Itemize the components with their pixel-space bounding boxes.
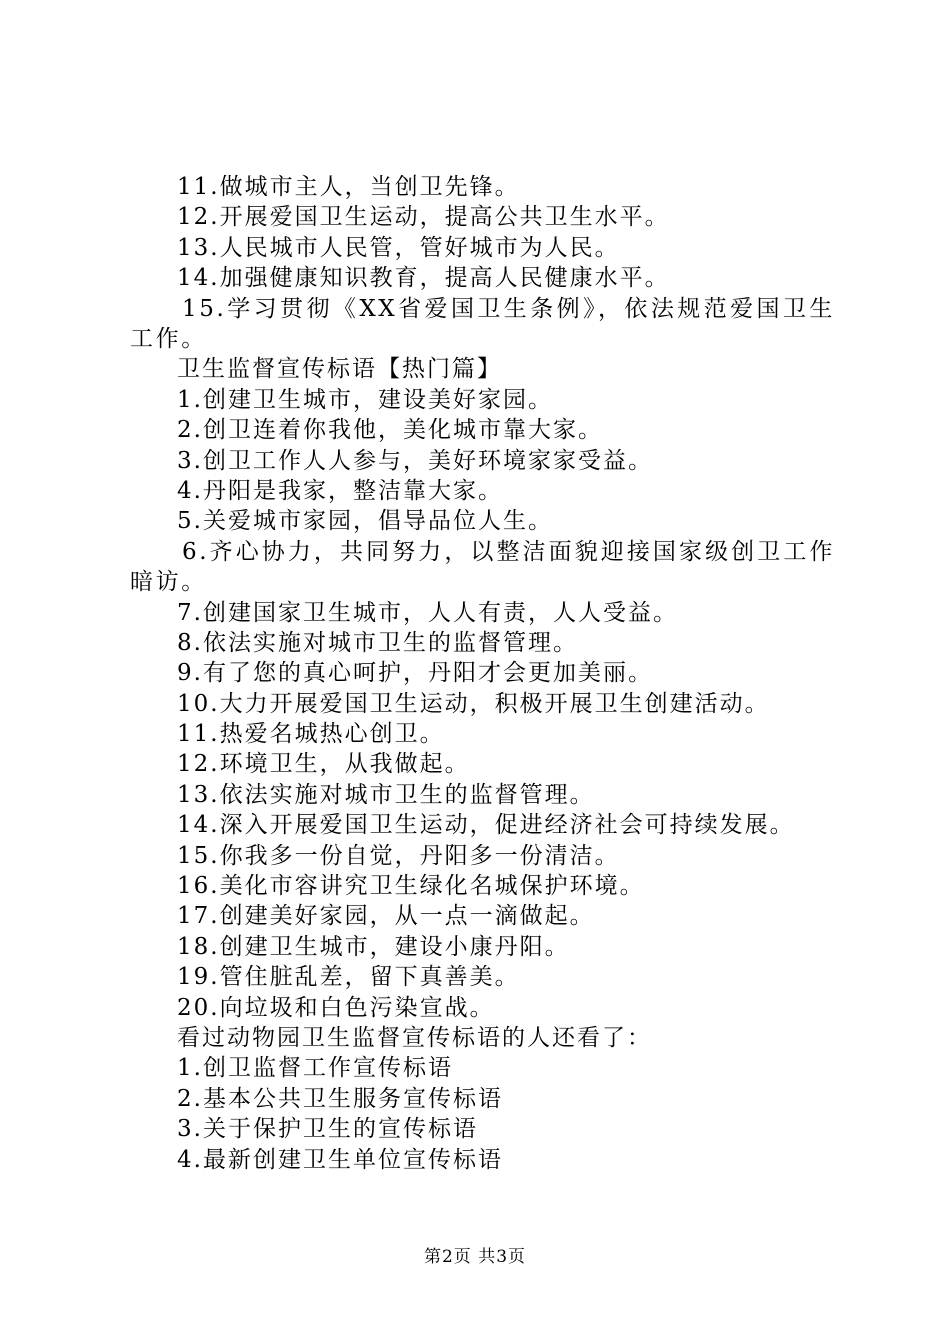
paragraph-line: 3.关于保护卫生的宣传标语 <box>177 1116 478 1143</box>
paragraph-line: 2.基本公共卫生服务宣传标语 <box>177 1085 503 1112</box>
paragraph-line: 8.依法实施对城市卫生的监督管理。 <box>177 629 578 656</box>
paragraph-line: 14.加强健康知识教育，提高人民健康水平。 <box>177 265 670 292</box>
paragraph-line: 7.创建国家卫生城市，人人有责，人人受益。 <box>177 599 678 626</box>
page-footer: 第2页 共3页 <box>423 1247 527 1267</box>
paragraph-line: 5.关爱城市家园，倡导品位人生。 <box>177 508 553 535</box>
paragraph-line: 卫生监督宣传标语【热门篇】 <box>177 356 502 383</box>
paragraph-line: 1.创卫监督工作宣传标语 <box>177 1055 453 1082</box>
paragraph-line: 14.深入开展爱国卫生运动，促进经济社会可持续发展。 <box>177 812 795 839</box>
paragraph-line: 15.学习贯彻《XX省爱国卫生条例》，依法规范爱国卫生工作。 <box>130 295 835 352</box>
document-body <box>130 172 835 1175</box>
paragraph-line: 13.人民城市人民管，管好城市为人民。 <box>177 234 620 261</box>
paragraph-line: 3.创卫工作人人参与，美好环境家家受益。 <box>177 447 653 474</box>
paragraph-line: 15.你我多一份自觉，丹阳多一份清洁。 <box>177 842 620 869</box>
paragraph-line: 13.依法实施对城市卫生的监督管理。 <box>177 781 595 808</box>
paragraph-line: 16.美化市容讲究卫生绿化名城保护环境。 <box>177 873 645 900</box>
paragraph-line: 11.做城市主人，当创卫先锋。 <box>177 174 520 200</box>
paragraph-line: 6.齐心协力，共同努力，以整洁面貌迎接国家级创卫工作暗访。 <box>130 538 835 596</box>
paragraph-line: 11.热爱名城热心创卫。 <box>177 721 445 748</box>
paragraph-line: 9.有了您的真心呵护，丹阳才会更加美丽。 <box>177 660 653 687</box>
paragraph-line: 1.创建卫生城市，建设美好家园。 <box>177 386 553 413</box>
paragraph-line: 4.最新创建卫生单位宣传标语 <box>177 1146 503 1173</box>
paragraph-line: 2.创卫连着你我他，美化城市靠大家。 <box>177 417 603 444</box>
paragraph-line: 12.开展爱国卫生运动，提高公共卫生水平。 <box>177 204 670 231</box>
paragraph-line: 19.管住脏乱差，留下真善美。 <box>177 964 520 991</box>
paragraph-line: 10.大力开展爱国卫生运动，积极开展卫生创建活动。 <box>177 690 770 717</box>
paragraph-line: 看过动物园卫生监督宣传标语的人还看了： <box>177 1025 652 1051</box>
paragraph-line: 17.创建美好家园，从一点一滴做起。 <box>177 903 595 930</box>
paragraph-line: 12.环境卫生，从我做起。 <box>177 751 470 778</box>
paragraph-line: 18.创建卫生城市，建设小康丹阳。 <box>177 933 570 960</box>
paragraph-line: 20.向垃圾和白色污染宣战。 <box>177 994 495 1021</box>
paragraph-line: 4.丹阳是我家，整洁靠大家。 <box>177 477 503 504</box>
